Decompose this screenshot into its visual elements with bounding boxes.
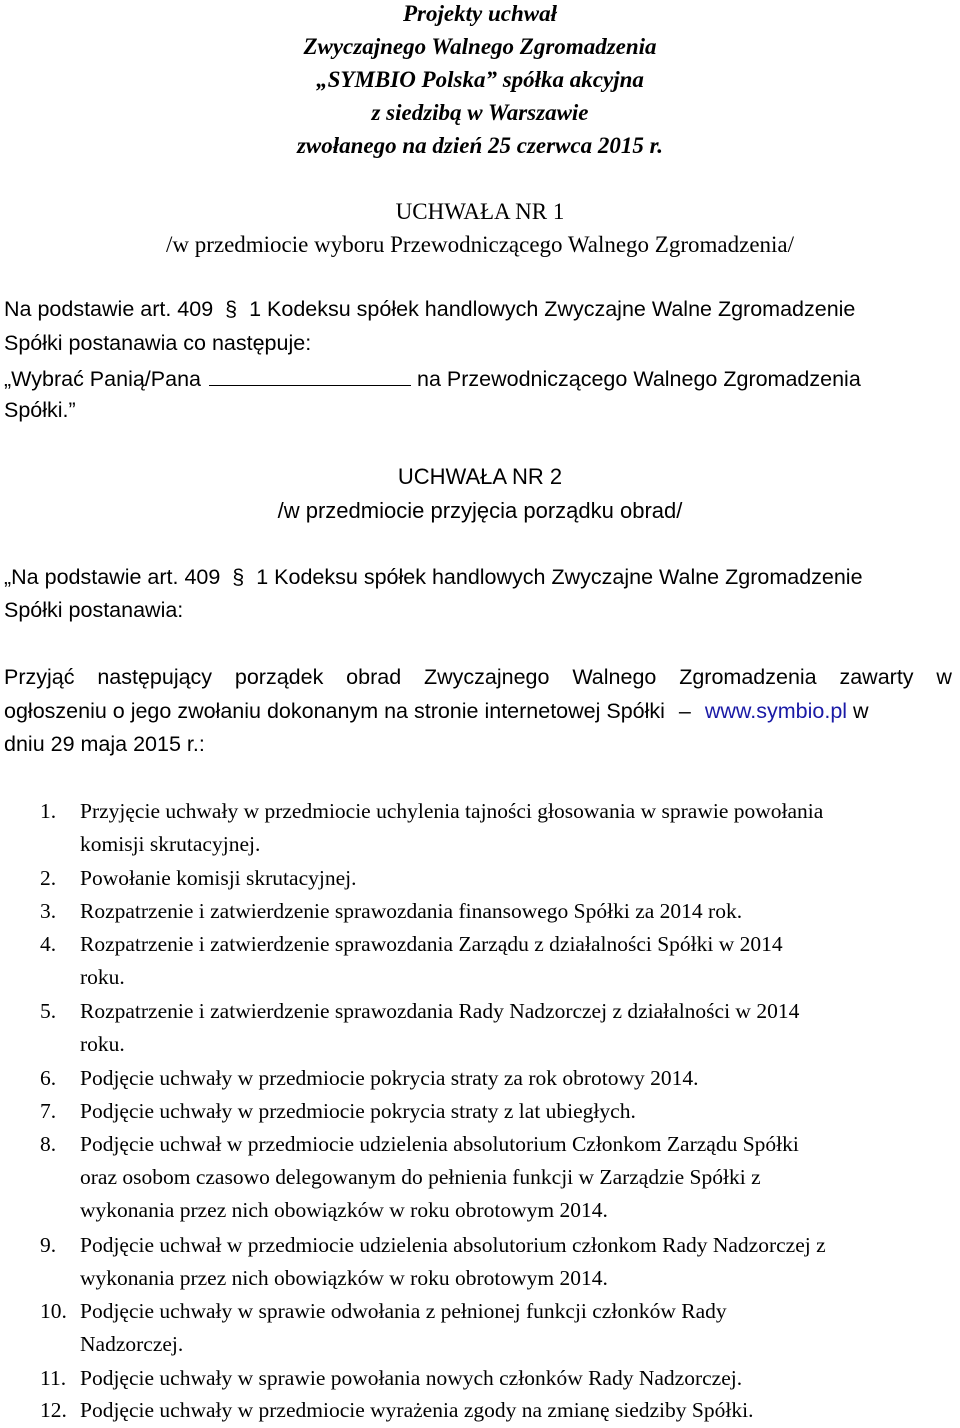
agenda-item-line: wykonania przez nich obowiązków w roku obrotowym 2014. xyxy=(80,1198,608,1222)
header-line-2: Zwyczajnego Walnego Zgromadzenia xyxy=(303,34,657,59)
agenda-number: 3. xyxy=(40,899,57,923)
name-blank-field xyxy=(209,367,411,386)
agenda-item-line: Podjęcie uchwał w przedmiocie udzielenia absolutorium członkom Rady Nadzorczej z xyxy=(80,1233,826,1257)
word: zawarty xyxy=(839,665,914,689)
text: 1 Kodeksu spółek handlowych Zwyczajne Walne Zgromadzenie xyxy=(249,297,856,321)
website-link[interactable]: www.symbio.pl xyxy=(704,699,848,723)
text: ogłoszeniu o jego zwołaniu dokonanym na stronie internetowej Spółki xyxy=(4,699,665,723)
section-sign: § xyxy=(232,565,245,589)
header-line-5: zwołanego na dzień 25 czerwca 2015 r. xyxy=(296,133,664,158)
agenda-item-line: Podjęcie uchwały w sprawie odwołania z pełnionej funkcji członków Rady xyxy=(80,1299,727,1323)
agenda-number: 2. xyxy=(40,866,57,890)
agenda-number: 12. xyxy=(40,1398,67,1422)
resolution-2-para-line-2: Spółki postanawia: xyxy=(4,598,184,622)
agenda-item-line: Podjęcie uchwały w przedmiocie pokrycia straty za rok obrotowy 2014. xyxy=(80,1066,699,1090)
agenda-item-line: Rozpatrzenie i zatwierdzenie sprawozdania finansowego Spółki za 2014 rok. xyxy=(80,899,743,923)
word: Walnego xyxy=(572,665,657,689)
agenda-item-line: roku. xyxy=(80,965,125,989)
agenda-intro-line-1 xyxy=(4,667,952,689)
agenda-item-line: roku. xyxy=(80,1032,125,1056)
resolution-2-subject: /w przedmiocie przyjęcia porządku obrad/ xyxy=(277,498,683,523)
word: następujący xyxy=(97,665,213,689)
agenda-item-line: Nadzorczej. xyxy=(80,1332,184,1356)
agenda-intro-line-3: dniu 29 maja 2015 r.: xyxy=(4,732,205,756)
resolution-1-para-line-3 xyxy=(4,367,861,391)
word: Zgromadzenia xyxy=(679,665,817,689)
header-line-3: „SYMBIO Polska” spółka akcyjna xyxy=(316,67,644,92)
agenda-item-line: Podjęcie uchwały w przedmiocie wyrażenia zgody na zmianę siedziby Spółki. xyxy=(80,1398,754,1422)
word: Zwyczajnego xyxy=(424,665,550,689)
agenda-item-line: wykonania przez nich obowiązków w roku obrotowym 2014. xyxy=(80,1266,608,1290)
header-line-4: z siedzibą w Warszawie xyxy=(371,100,589,125)
text: Na podstawie art. 409 xyxy=(4,297,214,321)
agenda-item-line: Przyjęcie uchwały w przedmiocie uchylenia tajności głosowania w sprawie powołania xyxy=(80,799,824,823)
agenda-number: 4. xyxy=(40,932,57,956)
agenda-number: 8. xyxy=(40,1132,57,1156)
dash: – xyxy=(678,699,691,723)
agenda-item-line: Podjęcie uchwał w przedmiocie udzielenia absolutorium Członkom Zarządu Spółki xyxy=(80,1132,799,1156)
resolution-1-subject: /w przedmiocie wyboru Przewodniczącego Walnego Zgromadzenia/ xyxy=(165,232,795,257)
word: porządek xyxy=(234,665,324,689)
resolution-1-para-line-4: Spółki.” xyxy=(4,398,76,422)
text: „Na podstawie art. 409 xyxy=(4,565,221,589)
section-sign: § xyxy=(225,297,238,321)
text: na Przewodniczącego Walnego Zgromadzenia xyxy=(417,367,861,391)
agenda-item-line: Rozpatrzenie i zatwierdzenie sprawozdania Zarządu z działalności Spółki w 2014 xyxy=(80,932,783,956)
resolution-1-title: UCHWAŁA NR 1 xyxy=(395,199,565,224)
word: obrad xyxy=(346,665,402,689)
header-line-1: Projekty uchwał xyxy=(403,1,557,26)
agenda-item-line: Rozpatrzenie i zatwierdzenie sprawozdania Rady Nadzorczej z działalności w 2014 xyxy=(80,999,800,1023)
text: 1 Kodeksu spółek handlowych Zwyczajne Walne Zgromadzenie xyxy=(256,565,863,589)
agenda-number: 6. xyxy=(40,1066,57,1090)
word: w xyxy=(936,665,952,689)
agenda-item-line: Podjęcie uchwały w sprawie powołania nowych członków Rady Nadzorczej. xyxy=(80,1366,743,1390)
agenda-number: 11. xyxy=(40,1366,67,1390)
agenda-item-line: komisji skrutacyjnej. xyxy=(80,832,261,856)
agenda-number: 9. xyxy=(40,1233,57,1257)
agenda-intro-line-2 xyxy=(4,701,869,723)
text: „Wybrać Panią/Pana xyxy=(4,367,201,391)
resolution-1-para-line-2: Spółki postanawia co następuje: xyxy=(4,331,312,355)
agenda-item-line: Podjęcie uchwały w przedmiocie pokrycia straty z lat ubiegłych. xyxy=(80,1099,636,1123)
resolution-2-title: UCHWAŁA NR 2 xyxy=(397,464,563,489)
agenda-item-line: oraz osobom czasowo delegowanym do pełnienia funkcji w Zarządzie Spółki z xyxy=(80,1165,761,1189)
agenda-number: 5. xyxy=(40,999,57,1023)
word: Przyjąć xyxy=(4,665,75,689)
resolution-1-para-line-1 xyxy=(4,299,855,321)
text: w xyxy=(853,699,869,723)
agenda-number: 1. xyxy=(40,799,57,823)
agenda-number: 10. xyxy=(40,1299,67,1323)
agenda-number: 7. xyxy=(40,1099,57,1123)
agenda-item-line: Powołanie komisji skrutacyjnej. xyxy=(80,866,357,890)
resolution-2-para-line-1 xyxy=(4,567,863,589)
